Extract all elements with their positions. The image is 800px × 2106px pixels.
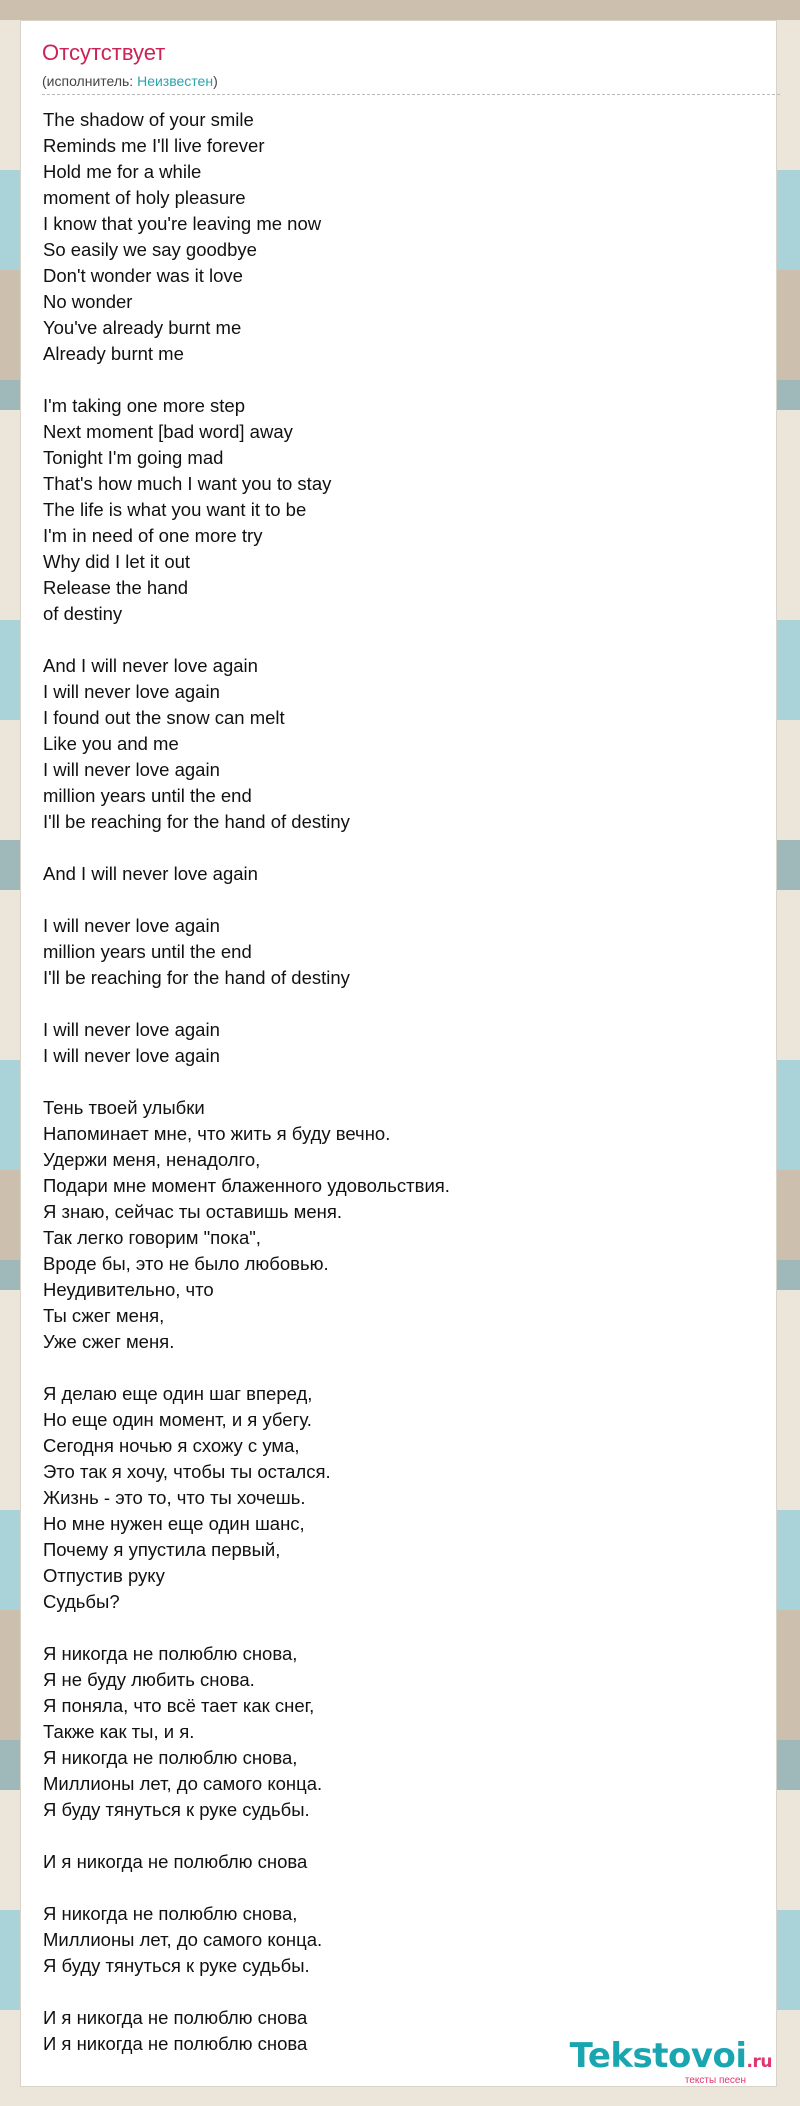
lyric-line: million years until the end	[43, 941, 252, 962]
stanza-gap	[43, 367, 763, 393]
lyric-line: И я никогда не полюблю снова	[43, 1851, 308, 1872]
lyric-line: Сегодня ночью я схожу с ума,	[43, 1435, 300, 1456]
lyric-line: I will never love again	[43, 759, 220, 780]
lyric-line: No wonder	[43, 291, 133, 312]
lyric-line: I'll be reaching for the hand of destiny	[43, 811, 350, 832]
lyric-line: Why did I let it out	[43, 551, 191, 572]
lyric-line: Судьбы?	[43, 1591, 120, 1612]
lyric-line: И я никогда не полюблю снова	[43, 2033, 308, 2054]
lyric-line: Я никогда не полюблю снова,	[43, 1903, 298, 1924]
lyric-line: Я буду тянуться к руке судьбы.	[43, 1955, 310, 1976]
lyric-line: Это так я хочу, чтобы ты остался.	[43, 1461, 331, 1482]
lyrics-text	[43, 107, 763, 2057]
lyric-line: of destiny	[43, 603, 123, 624]
lyric-line: Release the hand	[43, 577, 189, 598]
lyric-line: So easily we say goodbye	[43, 239, 257, 260]
lyric-line: Но мне нужен еще один шанс,	[43, 1513, 305, 1534]
lyric-line: Но еще один момент, и я убегу.	[43, 1409, 312, 1430]
stanza-gap	[43, 887, 763, 913]
artist-suffix: )	[213, 73, 218, 89]
lyric-line: Подари мне момент блаженного удовольствия.	[43, 1175, 450, 1196]
lyric-line: Already burnt me	[43, 343, 184, 364]
lyric-line: Почему я упустила первый,	[43, 1539, 281, 1560]
lyric-line: I found out the snow can melt	[43, 707, 285, 728]
lyric-line: I will never love again	[43, 1019, 220, 1040]
lyric-line: I'm taking one more step	[43, 395, 245, 416]
lyric-line: Миллионы лет, до самого конца.	[43, 1929, 323, 1950]
lyric-line: Тень твоей улыбки	[43, 1097, 205, 1118]
stanza-gap	[43, 991, 763, 1017]
lyric-line: Ты сжег меня,	[43, 1305, 165, 1326]
lyric-line: And I will never love again	[43, 863, 258, 884]
lyric-line: That's how much I want you to stay	[43, 473, 332, 494]
logo-tld: .ru	[746, 2052, 772, 2072]
stanza-gap	[43, 1615, 763, 1641]
lyrics-card	[20, 20, 777, 2087]
lyric-line: Hold me for a while	[43, 161, 202, 182]
title-divider	[42, 94, 780, 95]
lyric-line: And I will never love again	[43, 655, 258, 676]
lyric-line: Вроде бы, это не было любовью.	[43, 1253, 329, 1274]
lyric-line: Next moment [bad word] away	[43, 421, 293, 442]
lyric-line: The life is what you want it to be	[43, 499, 307, 520]
lyric-line: I will never love again	[43, 681, 220, 702]
lyric-line: Я никогда не полюблю снова,	[43, 1643, 298, 1664]
stanza-gap	[43, 1979, 763, 2005]
lyric-line: И я никогда не полюблю снова	[43, 2007, 308, 2028]
background-stripe	[0, 0, 800, 20]
lyric-line: Также как ты, и я.	[43, 1721, 195, 1742]
lyric-line: Я не буду любить снова.	[43, 1669, 255, 1690]
lyric-line: Напоминает мне, что жить я буду вечно.	[43, 1123, 391, 1144]
lyric-line: Так легко говорим "пока",	[43, 1227, 261, 1248]
lyric-line: I will never love again	[43, 915, 220, 936]
lyric-line: Like you and me	[43, 733, 179, 754]
lyric-line: Отпустив руку	[43, 1565, 165, 1586]
lyric-line: I'm in need of one more try	[43, 525, 263, 546]
stanza-gap	[43, 1355, 763, 1381]
lyric-line: Я никогда не полюблю снова,	[43, 1747, 298, 1768]
lyric-line: Уже сжег меня.	[43, 1331, 175, 1352]
lyric-line: moment of holy pleasure	[43, 187, 246, 208]
lyric-line: You've already burnt me	[43, 317, 242, 338]
lyric-line: Don't wonder was it love	[43, 265, 243, 286]
song-title: Отсутствует	[42, 40, 166, 65]
stanza-gap	[43, 627, 763, 653]
artist-prefix: (исполнитель:	[42, 73, 138, 89]
lyric-line: Я делаю еще один шаг вперед,	[43, 1383, 313, 1404]
artist-link[interactable]: Неизвестен	[137, 73, 214, 89]
artist-line	[42, 73, 218, 90]
stanza-gap	[43, 1875, 763, 1901]
lyric-line: Неудивительно, что	[43, 1279, 214, 1300]
lyric-line: I will never love again	[43, 1045, 220, 1066]
lyric-line: Tonight I'm going mad	[43, 447, 224, 468]
logo-wordmark	[569, 2036, 772, 2076]
lyric-line: Жизнь - это то, что ты хочешь.	[43, 1487, 306, 1508]
lyric-line: Reminds me I'll live forever	[43, 135, 265, 156]
stanza-gap	[43, 1069, 763, 1095]
logo-name: Tekstovoi	[569, 2036, 747, 2076]
stanza-gap	[43, 835, 763, 861]
lyric-line: million years until the end	[43, 785, 252, 806]
logo-tagline: тексты песен	[684, 2075, 746, 2086]
lyric-line: The shadow of your smile	[43, 109, 254, 130]
lyric-line: I know that you're leaving me now	[43, 213, 322, 234]
lyric-line: I'll be reaching for the hand of destiny	[43, 967, 350, 988]
lyric-line: Удержи меня, ненадолго,	[43, 1149, 261, 1170]
site-logo[interactable]	[569, 2036, 772, 2086]
lyric-line: Я знаю, сейчас ты оставишь меня.	[43, 1201, 342, 1222]
lyric-line: Я поняла, что всё тает как снег,	[43, 1695, 315, 1716]
lyric-line: Я буду тянуться к руке судьбы.	[43, 1799, 310, 1820]
stanza-gap	[43, 1823, 763, 1849]
lyric-line: Миллионы лет, до самого конца.	[43, 1773, 323, 1794]
